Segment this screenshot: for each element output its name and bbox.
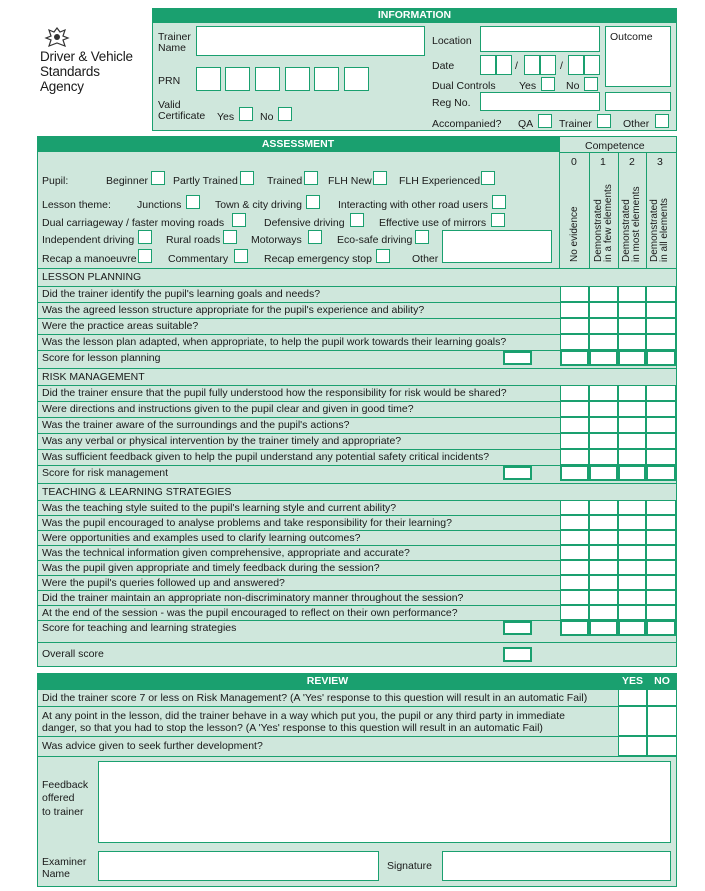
review-row-line-3 bbox=[37, 736, 677, 737]
reg-no-label: Reg No. bbox=[432, 97, 471, 109]
theme-other-label: Other bbox=[412, 253, 439, 265]
score-competence-cell[interactable] bbox=[646, 620, 676, 636]
section-divider bbox=[37, 368, 677, 369]
review-yes-header: YES bbox=[618, 673, 647, 689]
question-text: Were opportunities and examples used to clarify learning outcomes? bbox=[42, 532, 361, 544]
question-text: Did the trainer ensure that the pupil fully understood how the responsibility for risk would be shared? bbox=[42, 387, 507, 399]
competence-cell[interactable] bbox=[589, 286, 618, 302]
question-text: Was any verbal or physical intervention by the trainer timely and appropriate? bbox=[42, 435, 402, 447]
score-label: Score for lesson planning bbox=[42, 352, 161, 364]
competence-cell[interactable] bbox=[646, 545, 676, 560]
valid-label-1: Valid bbox=[158, 99, 181, 111]
competence-cell[interactable] bbox=[560, 318, 589, 334]
competence-cell[interactable] bbox=[560, 401, 589, 417]
accompanied-trainer-label: Trainer bbox=[559, 118, 592, 130]
feedback-label-2: offered bbox=[42, 792, 75, 804]
competence-cell[interactable] bbox=[589, 575, 618, 590]
competence-cell[interactable] bbox=[560, 515, 589, 530]
question-text: Were the pupil's queries followed up and answered? bbox=[42, 577, 285, 589]
theme-recap-manoeuvre-label: Recap a manoeuvre bbox=[42, 253, 137, 265]
question-text: Was the agreed lesson structure appropriate for the pupil's experience and ability? bbox=[42, 304, 425, 316]
dual-no-label: No bbox=[566, 80, 580, 92]
score-label: Score for risk management bbox=[42, 467, 169, 479]
competence-cell[interactable] bbox=[560, 500, 589, 515]
competence-cell[interactable] bbox=[646, 302, 676, 318]
accompanied-trainer-checkbox[interactable] bbox=[597, 114, 611, 128]
score-competence-cell[interactable] bbox=[560, 620, 589, 636]
accompanied-qa-checkbox[interactable] bbox=[538, 114, 552, 128]
question-text: Was the pupil encouraged to analyse problems and take responsibility for their learning? bbox=[42, 517, 452, 529]
theme-independent-label: Independent driving bbox=[42, 234, 135, 246]
valid-label-2: Certificate bbox=[158, 110, 206, 122]
competence-cell[interactable] bbox=[560, 286, 589, 302]
pupil-trained-checkbox[interactable] bbox=[304, 171, 318, 185]
review-q2-line1: At any point in the lesson, did the trainer behave in a way which put you, the pupil or any third party in immediate bbox=[42, 710, 565, 722]
competence-cell[interactable] bbox=[589, 605, 618, 620]
competence-cell[interactable] bbox=[646, 560, 676, 575]
theme-town-checkbox[interactable] bbox=[306, 195, 320, 209]
competence-cell[interactable] bbox=[589, 500, 618, 515]
signature-label: Signature bbox=[387, 860, 432, 872]
competence-cell[interactable] bbox=[618, 545, 646, 560]
examiner-label-2: Name bbox=[42, 868, 71, 880]
date-day-2[interactable] bbox=[496, 55, 512, 75]
competence-cell[interactable] bbox=[589, 530, 618, 545]
theme-mirrors-label: Effective use of mirrors bbox=[379, 217, 487, 229]
competence-cell[interactable] bbox=[646, 605, 676, 620]
theme-recap-manoeuvre-checkbox[interactable] bbox=[138, 249, 152, 263]
prn-digit-3[interactable] bbox=[255, 67, 280, 91]
section-title: LESSON PLANNING bbox=[42, 271, 142, 283]
section-title: TEACHING & LEARNING STRATEGIES bbox=[42, 486, 232, 498]
theme-interacting-label: Interacting with other road users bbox=[338, 199, 488, 211]
theme-rural-checkbox[interactable] bbox=[223, 230, 237, 244]
theme-independent-checkbox[interactable] bbox=[138, 230, 152, 244]
competence-cell[interactable] bbox=[618, 286, 646, 302]
score-box[interactable] bbox=[503, 621, 532, 635]
question-text: Did the trainer identify the pupil's learning goals and needs? bbox=[42, 288, 321, 300]
date-year-1[interactable] bbox=[568, 55, 584, 75]
review-row-line-4 bbox=[37, 756, 677, 757]
competence-cell[interactable] bbox=[589, 560, 618, 575]
overall-score-box[interactable] bbox=[503, 647, 532, 662]
level-3-desc-b: in all elements bbox=[659, 198, 670, 262]
competence-cell[interactable] bbox=[618, 433, 646, 449]
competence-cell[interactable] bbox=[560, 433, 589, 449]
competence-cell[interactable] bbox=[618, 417, 646, 433]
theme-commentary-checkbox[interactable] bbox=[234, 249, 248, 263]
prn-digit-4[interactable] bbox=[285, 67, 310, 91]
review-q2-no[interactable] bbox=[647, 706, 677, 736]
score-competence-cell[interactable] bbox=[560, 350, 589, 366]
theme-eco-label: Eco-safe driving bbox=[337, 234, 413, 246]
competence-cell[interactable] bbox=[589, 515, 618, 530]
competence-cell[interactable] bbox=[589, 545, 618, 560]
competence-cell[interactable] bbox=[560, 545, 589, 560]
question-text: Was the trainer aware of the surroundings and the pupil's actions? bbox=[42, 419, 350, 431]
review-q3-yes[interactable] bbox=[618, 736, 647, 756]
date-slash-2: / bbox=[560, 60, 563, 72]
theme-town-label: Town & city driving bbox=[215, 199, 302, 211]
competence-cell[interactable] bbox=[560, 417, 589, 433]
competence-cell[interactable] bbox=[560, 385, 589, 401]
prn-digit-6[interactable] bbox=[344, 67, 369, 91]
competence-cell[interactable] bbox=[646, 433, 676, 449]
trainer-label-1: Trainer bbox=[158, 31, 191, 43]
accompanied-other-label: Other bbox=[623, 118, 650, 130]
trainer-label-2: Name bbox=[158, 42, 187, 54]
review-row-line-1 bbox=[37, 689, 677, 690]
theme-interacting-checkbox[interactable] bbox=[492, 195, 506, 209]
score-competence-cell[interactable] bbox=[589, 465, 618, 481]
competence-cell[interactable] bbox=[618, 334, 646, 350]
question-text: Did the trainer maintain an appropriate non-discriminatory manner throughout the session? bbox=[42, 592, 464, 604]
date-month-1[interactable] bbox=[524, 55, 540, 75]
theme-recap-stop-checkbox[interactable] bbox=[376, 249, 390, 263]
competence-cell[interactable] bbox=[646, 401, 676, 417]
theme-eco-checkbox[interactable] bbox=[415, 230, 429, 244]
pupil-partly-trained-label: Partly Trained bbox=[173, 175, 238, 187]
theme-rural-label: Rural roads bbox=[166, 234, 221, 246]
competence-cell[interactable] bbox=[646, 449, 676, 465]
question-text: At the end of the session - was the pupil encouraged to reflect on their own performance? bbox=[42, 607, 458, 619]
dual-controls-label: Dual Controls bbox=[432, 80, 496, 92]
theme-recap-stop-label: Recap emergency stop bbox=[264, 253, 372, 265]
competence-cell[interactable] bbox=[646, 500, 676, 515]
pupil-flh-new-checkbox[interactable] bbox=[373, 171, 387, 185]
competence-cell[interactable] bbox=[618, 530, 646, 545]
competence-cell[interactable] bbox=[560, 605, 589, 620]
level-1-desc-b: in a few elements bbox=[603, 184, 614, 262]
pupil-label: Pupil: bbox=[42, 175, 69, 187]
trainer-name-field[interactable] bbox=[196, 26, 425, 56]
valid-no-label: No bbox=[260, 111, 274, 123]
reg-no-field[interactable] bbox=[480, 92, 600, 111]
logo-line-3: Agency bbox=[40, 79, 84, 94]
dual-yes-checkbox[interactable] bbox=[541, 77, 555, 91]
theme-motorways-label: Motorways bbox=[251, 234, 302, 246]
theme-other-field[interactable] bbox=[442, 230, 552, 263]
date-month-2[interactable] bbox=[540, 55, 556, 75]
competence-cell[interactable] bbox=[646, 318, 676, 334]
score-box[interactable] bbox=[503, 466, 532, 480]
pupil-trained-label: Trained bbox=[267, 175, 303, 187]
prn-label: PRN bbox=[158, 75, 181, 87]
competence-cell[interactable] bbox=[646, 590, 676, 605]
score-competence-cell[interactable] bbox=[560, 465, 589, 481]
pupil-flh-experienced-label: FLH Experienced bbox=[399, 175, 481, 187]
score-competence-cell[interactable] bbox=[646, 350, 676, 366]
competence-cell[interactable] bbox=[560, 449, 589, 465]
competence-cell[interactable] bbox=[618, 605, 646, 620]
level-1: 1 bbox=[600, 156, 606, 168]
competence-cell[interactable] bbox=[589, 302, 618, 318]
competence-cell[interactable] bbox=[618, 515, 646, 530]
review-header: REVIEW bbox=[37, 673, 618, 689]
question-text: Were directions and instructions given to the pupil clear and given in good time? bbox=[42, 403, 414, 415]
score-competence-cell[interactable] bbox=[618, 350, 646, 366]
theme-defensive-label: Defensive driving bbox=[264, 217, 345, 229]
lesson-theme-label: Lesson theme: bbox=[42, 199, 111, 211]
review-q3-no[interactable] bbox=[647, 736, 677, 756]
theme-junctions-checkbox[interactable] bbox=[186, 195, 200, 209]
score-box[interactable] bbox=[503, 351, 532, 365]
competence-cell[interactable] bbox=[618, 449, 646, 465]
score-competence-cell[interactable] bbox=[589, 350, 618, 366]
question-text: Were the practice areas suitable? bbox=[42, 320, 199, 332]
feedback-field[interactable] bbox=[98, 761, 671, 843]
accompanied-qa-label: QA bbox=[518, 118, 534, 130]
theme-junctions-label: Junctions bbox=[137, 199, 182, 211]
prn-digit-2[interactable] bbox=[225, 67, 250, 91]
competence-cell[interactable] bbox=[618, 560, 646, 575]
theme-mirrors-checkbox[interactable] bbox=[491, 213, 505, 227]
logo-line-1: Driver & Vehicle bbox=[40, 49, 133, 64]
level-col-line-1 bbox=[589, 152, 590, 268]
theme-defensive-checkbox[interactable] bbox=[350, 213, 364, 227]
signature-field[interactable] bbox=[442, 851, 671, 881]
date-label: Date bbox=[432, 60, 455, 72]
review-q1: Did the trainer score 7 or less on Risk Management? (A 'Yes' response to this question will result in an automatic Fail) bbox=[42, 692, 588, 704]
level-3-desc-a: Demonstrated bbox=[649, 199, 660, 262]
competence-cell[interactable] bbox=[646, 515, 676, 530]
outcome-label: Outcome bbox=[610, 31, 653, 43]
score-label: Score for teaching and learning strategies bbox=[42, 622, 237, 634]
level-2: 2 bbox=[629, 156, 635, 168]
competence-cell[interactable] bbox=[560, 334, 589, 350]
competence-cell[interactable] bbox=[589, 433, 618, 449]
level-3: 3 bbox=[657, 156, 663, 168]
feedback-label-3: to trainer bbox=[42, 806, 84, 818]
prn-digit-5[interactable] bbox=[314, 67, 339, 91]
dual-no-checkbox[interactable] bbox=[584, 77, 598, 91]
level-2-desc-b: in most elements bbox=[631, 186, 642, 262]
date-day-1[interactable] bbox=[480, 55, 496, 75]
examiner-name-field[interactable] bbox=[98, 851, 379, 881]
level-col-line-3 bbox=[646, 152, 647, 268]
theme-dual-label: Dual carriageway / faster moving roads bbox=[42, 217, 225, 229]
competence-cell[interactable] bbox=[560, 575, 589, 590]
prn-digit-1[interactable] bbox=[196, 67, 221, 91]
review-row-line-2 bbox=[37, 706, 677, 707]
assessment-header: ASSESSMENT bbox=[37, 136, 559, 152]
date-slash-1: / bbox=[515, 60, 518, 72]
overall-divider bbox=[37, 642, 677, 643]
competence-cell[interactable] bbox=[589, 417, 618, 433]
dvsa-logo bbox=[40, 26, 150, 96]
question-text: Was the teaching style suited to the pupil's learning style and current ability? bbox=[42, 502, 397, 514]
competence-cell[interactable] bbox=[589, 449, 618, 465]
valid-yes-checkbox[interactable] bbox=[239, 107, 253, 121]
level-2-desc-a: Demonstrated bbox=[621, 199, 632, 262]
competence-cell[interactable] bbox=[618, 385, 646, 401]
score-competence-cell[interactable] bbox=[618, 620, 646, 636]
question-text: Was the lesson plan adapted, when appropriate, to help the pupil work towards their learning goals? bbox=[42, 336, 507, 348]
competence-cell[interactable] bbox=[618, 302, 646, 318]
pupil-flh-new-label: FLH New bbox=[328, 175, 372, 187]
location-label: Location bbox=[432, 35, 472, 47]
review-q2-line2: danger, so that you had to stop the lesson? (A 'Yes' response to this question will result in an automatic Fail) bbox=[42, 722, 543, 734]
pupil-beginner-checkbox[interactable] bbox=[151, 171, 165, 185]
review-q1-no[interactable] bbox=[647, 689, 677, 706]
level-1-desc-a: Demonstrated bbox=[593, 199, 604, 262]
competence-cell[interactable] bbox=[618, 401, 646, 417]
section-divider bbox=[37, 268, 677, 269]
competence-cell[interactable] bbox=[646, 286, 676, 302]
review-no-header: NO bbox=[647, 673, 677, 689]
feedback-label-1: Feedback bbox=[42, 779, 89, 791]
valid-no-checkbox[interactable] bbox=[278, 107, 292, 121]
competence-cell[interactable] bbox=[618, 575, 646, 590]
accompanied-label: Accompanied? bbox=[432, 118, 502, 130]
competence-cell[interactable] bbox=[646, 530, 676, 545]
competence-cell[interactable] bbox=[589, 590, 618, 605]
competence-cell[interactable] bbox=[646, 385, 676, 401]
score-competence-cell[interactable] bbox=[589, 620, 618, 636]
competence-cell[interactable] bbox=[589, 401, 618, 417]
question-text: Was the pupil given appropriate and timely feedback during the session? bbox=[42, 562, 380, 574]
level-0: 0 bbox=[571, 156, 577, 168]
dual-yes-label: Yes bbox=[519, 80, 537, 92]
competence-cell[interactable] bbox=[646, 334, 676, 350]
theme-commentary-label: Commentary bbox=[168, 253, 229, 265]
competence-cell[interactable] bbox=[589, 385, 618, 401]
competence-cell[interactable] bbox=[646, 575, 676, 590]
competence-cell[interactable] bbox=[618, 318, 646, 334]
question-text: Was the technical information given comprehensive, appropriate and accurate? bbox=[42, 547, 410, 559]
overall-score-label: Overall score bbox=[42, 648, 104, 660]
review-q2-yes[interactable] bbox=[618, 706, 647, 736]
valid-yes-label: Yes bbox=[217, 111, 235, 123]
accompanied-other-checkbox[interactable] bbox=[655, 114, 669, 128]
score-competence-cell[interactable] bbox=[618, 465, 646, 481]
information-header: INFORMATION bbox=[152, 8, 677, 23]
competence-cell[interactable] bbox=[560, 530, 589, 545]
date-year-2[interactable] bbox=[584, 55, 600, 75]
competence-label: Competence bbox=[585, 140, 645, 152]
pupil-beginner-label: Beginner bbox=[106, 175, 149, 187]
pupil-flh-experienced-checkbox[interactable] bbox=[481, 171, 495, 185]
score-competence-cell[interactable] bbox=[646, 465, 676, 481]
competence-cell[interactable] bbox=[560, 302, 589, 318]
examiner-label-1: Examiner bbox=[42, 856, 87, 868]
competence-cell[interactable] bbox=[589, 334, 618, 350]
level-0-desc: No evidence bbox=[569, 206, 580, 262]
level-col-line-2 bbox=[618, 152, 619, 268]
logo-line-2: Standards bbox=[40, 64, 100, 79]
competence-cell[interactable] bbox=[618, 590, 646, 605]
section-title: RISK MANAGEMENT bbox=[42, 371, 145, 383]
competence-cell[interactable] bbox=[589, 318, 618, 334]
competence-cell[interactable] bbox=[560, 560, 589, 575]
question-text: Was sufficient feedback given to help the pupil understand any potential safety critical incidents? bbox=[42, 451, 490, 463]
theme-dual-checkbox[interactable] bbox=[232, 213, 246, 227]
competence-cell[interactable] bbox=[618, 500, 646, 515]
review-q3: Was advice given to seek further development? bbox=[42, 740, 263, 752]
review-q1-yes[interactable] bbox=[618, 689, 647, 706]
competence-cell[interactable] bbox=[646, 417, 676, 433]
outcome-extra-field[interactable] bbox=[605, 92, 671, 111]
theme-motorways-checkbox[interactable] bbox=[308, 230, 322, 244]
competence-cell[interactable] bbox=[560, 590, 589, 605]
location-field[interactable] bbox=[480, 26, 600, 52]
section-divider bbox=[37, 483, 677, 484]
crest-icon bbox=[44, 26, 70, 48]
pupil-partly-trained-checkbox[interactable] bbox=[240, 171, 254, 185]
